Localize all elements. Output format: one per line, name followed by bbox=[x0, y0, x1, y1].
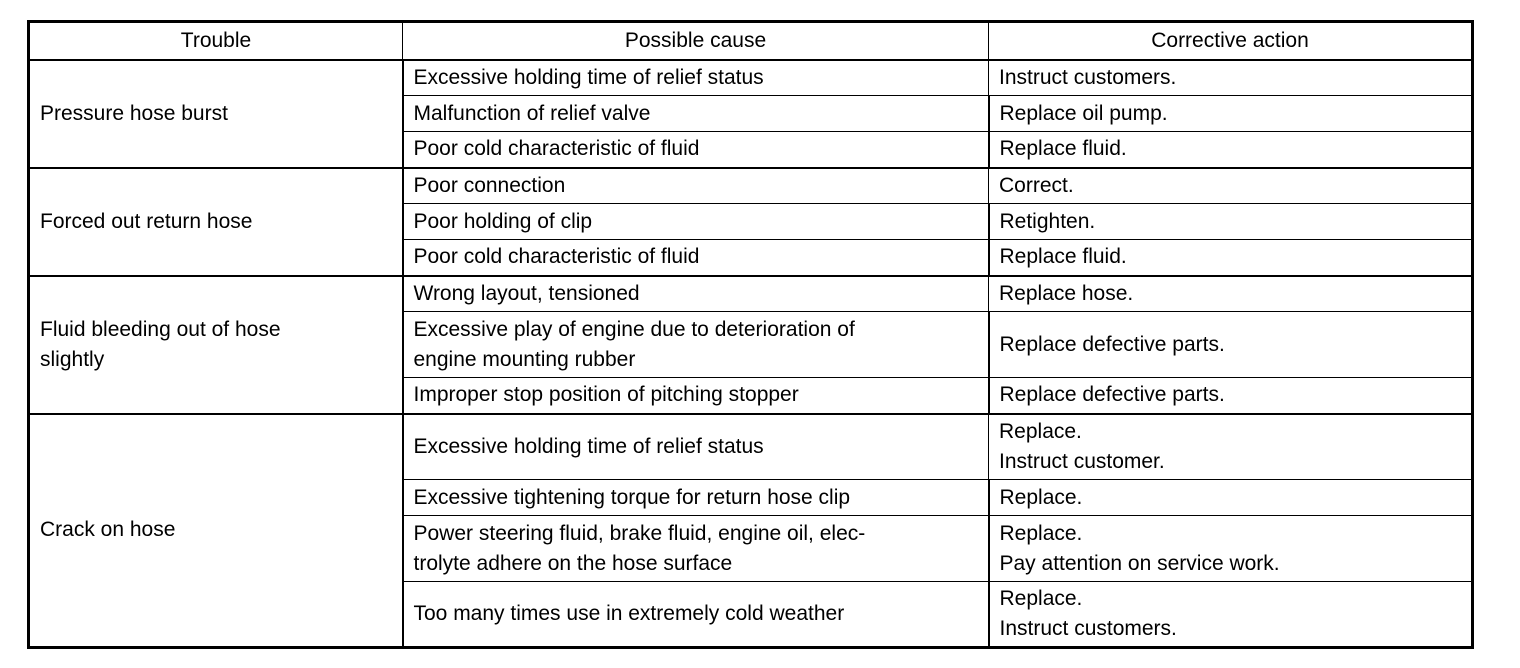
cause-text: Excessive holding time of relief status bbox=[413, 434, 764, 458]
action-text: Replace oil pump. bbox=[999, 101, 1168, 125]
action-cell bbox=[989, 204, 1473, 240]
cause-text: Poor cold characteristic of fluid bbox=[413, 245, 700, 269]
action-cell bbox=[989, 516, 1473, 582]
action-text: Instruct customers. bbox=[999, 617, 1177, 640]
trouble-text: Fluid bleeding out of hose bbox=[40, 317, 281, 341]
action-text: Replace hose. bbox=[999, 281, 1134, 305]
header-possible-cause: Possible cause bbox=[403, 22, 989, 60]
action-text: Replace. bbox=[999, 419, 1082, 443]
cause-cell bbox=[403, 414, 989, 480]
header-row bbox=[29, 22, 1473, 60]
cause-cell bbox=[403, 204, 989, 240]
cause-cell bbox=[403, 60, 989, 96]
cause-text: Excessive tightening torque for return hose clip bbox=[413, 485, 851, 509]
action-cell bbox=[989, 132, 1473, 168]
trouble-cell bbox=[29, 276, 403, 414]
cause-cell bbox=[403, 582, 989, 648]
action-text: Replace defective parts. bbox=[999, 332, 1225, 356]
trouble-text: Pressure hose burst bbox=[40, 101, 228, 125]
table-header bbox=[29, 22, 1473, 60]
cause-cell bbox=[403, 240, 989, 276]
cause-text: Excessive holding time of relief status bbox=[413, 65, 764, 89]
trouble-cell bbox=[29, 168, 403, 276]
cause-cell bbox=[403, 516, 989, 582]
action-cell bbox=[989, 480, 1473, 516]
cause-cell bbox=[403, 480, 989, 516]
action-cell bbox=[989, 276, 1473, 312]
action-text: Retighten. bbox=[999, 209, 1096, 233]
action-text: Pay attention on service work. bbox=[999, 551, 1280, 575]
header-corrective-action: Corrective action bbox=[989, 22, 1473, 60]
cause-text: Excessive play of engine due to deterioration of bbox=[413, 317, 855, 341]
action-text: Replace. bbox=[999, 485, 1083, 509]
table-row bbox=[29, 414, 1473, 480]
table-body bbox=[29, 60, 1473, 648]
cause-text: Power steering fluid, brake fluid, engine oil, elec- bbox=[413, 521, 866, 545]
trouble-cell bbox=[29, 414, 403, 648]
action-cell bbox=[989, 582, 1473, 648]
cause-cell bbox=[403, 378, 989, 414]
cause-cell bbox=[403, 132, 989, 168]
cause-text: engine mounting rubber bbox=[413, 347, 636, 371]
action-cell bbox=[989, 60, 1473, 96]
action-cell bbox=[989, 378, 1473, 414]
action-text: Replace defective parts. bbox=[999, 383, 1225, 407]
action-text: Instruct customers. bbox=[999, 65, 1177, 89]
cause-text: Too many times use in extremely cold weather bbox=[413, 602, 845, 625]
table-row bbox=[29, 276, 1473, 312]
cause-cell bbox=[403, 312, 989, 378]
cause-text: Poor holding of clip bbox=[413, 209, 593, 233]
action-text: Instruct customer. bbox=[999, 449, 1165, 473]
cause-cell bbox=[403, 168, 989, 204]
cause-text: Poor cold characteristic of fluid bbox=[413, 137, 700, 161]
cause-cell bbox=[403, 276, 989, 312]
cause-text: Poor connection bbox=[413, 173, 566, 197]
action-text: Replace fluid. bbox=[999, 137, 1127, 161]
trouble-text: Forced out return hose bbox=[40, 209, 253, 233]
action-text: Replace fluid. bbox=[999, 245, 1127, 269]
cause-text: Wrong layout, tensioned bbox=[413, 281, 640, 305]
cause-cell bbox=[403, 96, 989, 132]
cause-text: Improper stop position of pitching stopper bbox=[413, 383, 799, 407]
trouble-text: slightly bbox=[40, 347, 105, 371]
action-cell bbox=[989, 96, 1473, 132]
cause-text: Malfunction of relief valve bbox=[413, 101, 651, 125]
header-trouble: Trouble bbox=[29, 22, 403, 60]
action-cell bbox=[989, 240, 1473, 276]
action-cell bbox=[989, 168, 1473, 204]
table-row bbox=[29, 60, 1473, 96]
cause-text: trolyte adhere on the hose surface bbox=[413, 551, 733, 575]
action-cell bbox=[989, 414, 1473, 480]
action-cell bbox=[989, 312, 1473, 378]
action-text: Replace. bbox=[999, 587, 1083, 610]
trouble-cell bbox=[29, 60, 403, 168]
trouble-text: Crack on hose bbox=[40, 518, 176, 542]
table-row bbox=[29, 168, 1473, 204]
action-text: Replace. bbox=[999, 521, 1083, 545]
action-text: Correct. bbox=[999, 173, 1074, 197]
troubleshooting-table bbox=[27, 20, 1474, 649]
